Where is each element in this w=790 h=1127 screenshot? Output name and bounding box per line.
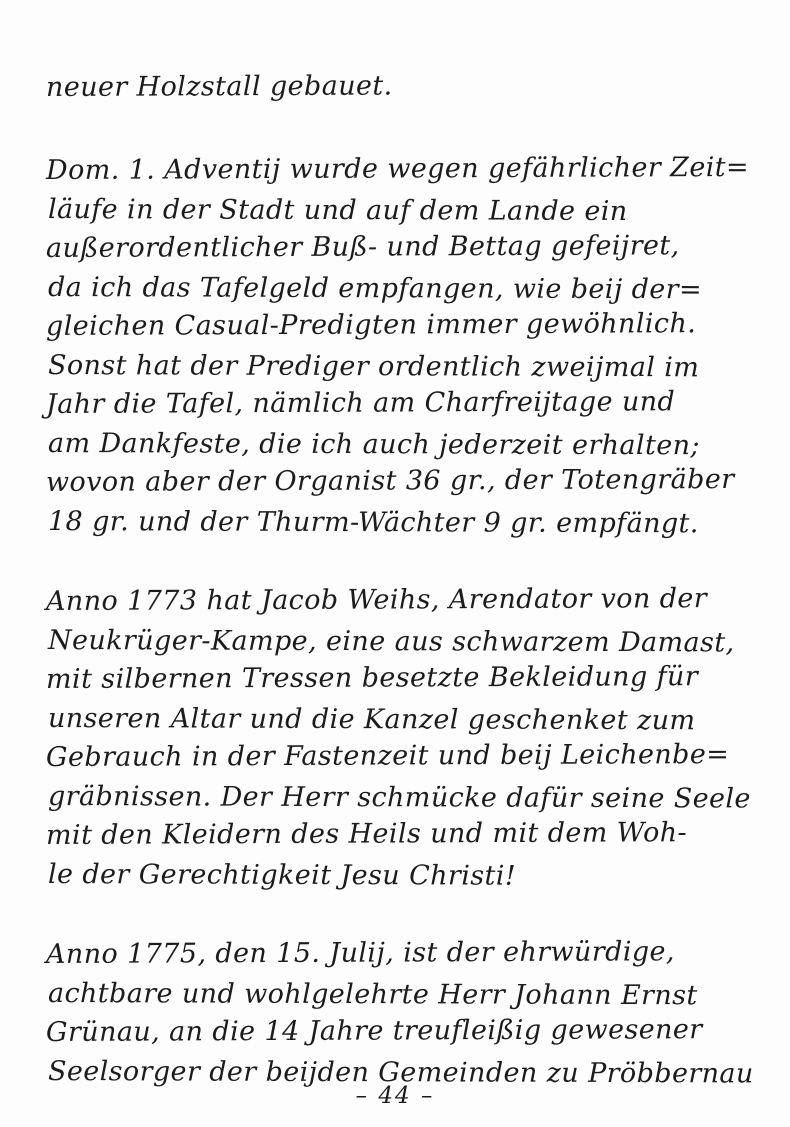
page-number: – 44 –: [355, 1083, 435, 1109]
handwritten-line: unseren Altar und die Kanzel geschenket zum: [47, 703, 696, 737]
handwritten-line: le der Gerechtigkeit Jesu Christi!: [47, 859, 517, 892]
handwritten-line: gleichen Casual-Predigten immer gewöhnlich.: [45, 308, 697, 342]
handwritten-line: Grünau, an die 14 Jahre treufleißig gewesener: [45, 1014, 703, 1048]
handwritten-line: Seelsorger der beijden Gemeinden zu Pröbbernau: [47, 1056, 754, 1090]
paragraph-opening: [46, 68, 760, 107]
handwritten-line: Anno 1773 hat Jacob Weihs, Arendator von der: [45, 583, 708, 617]
handwritten-line: achtbare und wohlgelehrte Herr Johann Ernst: [47, 978, 698, 1012]
handwritten-line: Jahr die Tafel, nämlich am Charfreijtage und: [45, 386, 676, 420]
paragraph-anno-1775: [46, 935, 760, 1091]
handwritten-line: mit silbernen Tressen besetzte Bekleidung für: [45, 661, 699, 695]
handwritten-line: am Dankfeste, die ich auch jederzeit erhalten;: [47, 428, 700, 462]
handwritten-line: mit den Kleidern des Heils und mit dem Woh-: [45, 817, 688, 851]
handwritten-line: 18 gr. und der Thurm-Wächter 9 gr. empfängt.: [47, 506, 699, 540]
handwritten-line: da ich das Tafelgeld empfangen, wie beij der=: [47, 272, 703, 306]
handwritten-line: Anno 1775, den 15. Julij, ist der ehrwürdige,: [45, 936, 675, 970]
handwritten-line: Neukrüger-Kampe, eine aus schwarzem Damast,: [47, 625, 735, 659]
handwritten-line: Sonst hat der Prediger ordentlich zweijmal im: [47, 350, 700, 384]
handwritten-line: gräbnissen. Der Herr schmücke dafür seine Seele: [47, 781, 751, 815]
handwritten-line: außerordentlicher Buß- und Bettag gefeijret,: [45, 230, 680, 264]
handwritten-line: läufe in der Stadt und auf dem Lande ein: [47, 194, 628, 228]
paragraph-advent-entry: [46, 151, 760, 541]
paragraph-anno-1773: [46, 582, 760, 894]
handwritten-line: Gebrauch in der Fastenzeit und beij Leichenbe=: [45, 739, 730, 773]
handwritten-line: Dom. 1. Adventij wurde wegen gefährlicher Zeit=: [45, 151, 750, 186]
handwritten-line: neuer Holzstall gebauet.: [45, 70, 393, 103]
handwritten-line: wovon aber der Organist 36 gr., der Totengräber: [45, 463, 735, 498]
